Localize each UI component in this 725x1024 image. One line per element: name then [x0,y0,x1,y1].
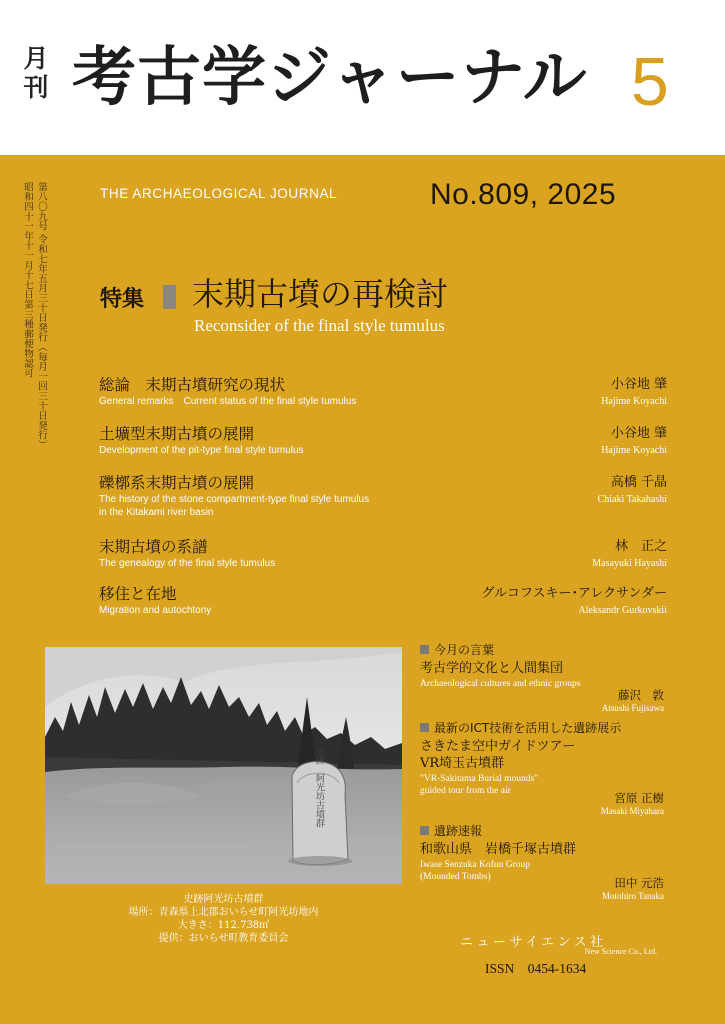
article-3 [99,473,667,519]
article-author: 高橋 千晶 [610,475,667,490]
section-title-en: "VR-Sakitama Burial mounds" [420,774,539,784]
article-author-en: Aleksandr Gurkovskii [578,605,667,616]
feature-title-en: Reconsider of the final style tumulus [194,316,445,335]
cover-photo [45,647,402,884]
photo-caption [45,893,402,945]
article-author-en: Chiaki Takahashi [597,494,667,505]
article-title-en: Migration and autochtony [99,605,212,616]
section-title-en: Archaeological cultures and ethnic groups [420,679,581,689]
magazine-title: 考古学ジャーナル [72,41,588,115]
article-4 [99,537,667,570]
section-author-en: Motohiro Tanaka [602,891,664,901]
article-title: 総論 末期古墳研究の現状 [99,376,286,394]
article-title-en: Development of the pit-type final style tumulus [99,445,304,456]
article-author: 小谷地 肇 [610,426,667,441]
section-title-en-line2: (Mounded Tombs) [420,872,491,882]
article-title: 礫槨系末期古墳の展開 [99,474,255,492]
section-author-en: Masaki Miyahara [600,806,664,816]
section-title-line2: VR埼玉古墳群 [420,756,505,771]
article-author-en: Hajime Koyachi [601,445,667,456]
article-title-en-line2: in the Kitakami river basin [99,507,214,518]
publisher-name: ニューサイエンス社 [460,935,607,950]
section-title: 和歌山県 岩橋千塚古墳群 [420,842,577,857]
section-author: 藤沢 敦 [618,688,664,702]
feature-label: 特集 [100,287,145,312]
article-title-en: The history of the stone compartment-type final style tumulus [99,494,370,505]
article-1 [99,375,667,408]
article-author: 小谷地 肇 [610,377,667,392]
feature-marker [163,285,176,309]
square-bullet-icon [420,826,429,835]
issue-month: 5 [631,44,669,120]
section-title: 考古学的文化と人間集団 [420,661,564,676]
section-heading-2: 最新のICT技術を活用した遺跡展示 [420,721,621,736]
publication-notice-2: 昭和四十一年十一月十七日第三種郵便物認可 [22,182,33,378]
article-title: 末期古墳の系譜 [99,538,208,556]
article-title-en: The genealogy of the final style tumulus [99,558,276,569]
article-title: 移住と在地 [99,585,177,603]
section-title-en-line2: guided tour from the air [420,786,511,796]
publisher-name-en: New Science Co., Ltd. [584,947,657,956]
article-title-en: General remarks Current status of the final style tumulus [99,396,357,407]
monthly-label: 月刊 [23,44,49,102]
section-author-en: Atsushi Fujisawa [601,703,664,713]
section-heading-1: 今月の言葉 [420,643,494,658]
article-author: 林 正之 [614,539,667,554]
square-bullet-icon [420,723,429,732]
publication-notice-1: 第八〇九号 令和七年五月三十日発行（毎月一回三十日発行） [36,182,47,450]
article-2 [99,424,667,457]
masthead [0,0,725,155]
article-author: グルコフスキー･アレクサンダー [481,586,667,601]
monument-inscription: 史跡 阿光坊古墳群 [314,746,324,828]
english-journal-name: THE ARCHAEOLOGICAL JOURNAL [100,186,338,201]
article-author-en: Hajime Koyachi [601,396,667,407]
issn: ISSN 0454-1634 [485,961,587,976]
article-author-en: Masayuki Hayashi [592,558,667,569]
section-author: 田中 元浩 [614,876,664,890]
article-title: 土壙型末期古墳の展開 [99,425,255,443]
caption-line: 場所：青森県上北郡おいらせ町阿光坊地内 [128,907,319,918]
feature-title: 末期古墳の再検討 [192,275,449,313]
square-bullet-icon [420,645,429,654]
section-title-en: Iwase Senzuka Kofun Group [420,860,531,870]
caption-line: 提供：おいらせ町教育委員会 [158,933,289,944]
caption-line: 史跡阿光坊古墳群 [183,894,264,905]
section-heading-3: 遺跡速報 [420,824,482,839]
issue-number: No.809, 2025 [430,178,617,211]
section-author: 宮原 正樹 [614,791,664,805]
article-5 [99,584,667,617]
caption-line: 大きさ：112.738㎡ [177,920,270,931]
section-title: さきたま空中ガイドツアー [420,739,576,754]
